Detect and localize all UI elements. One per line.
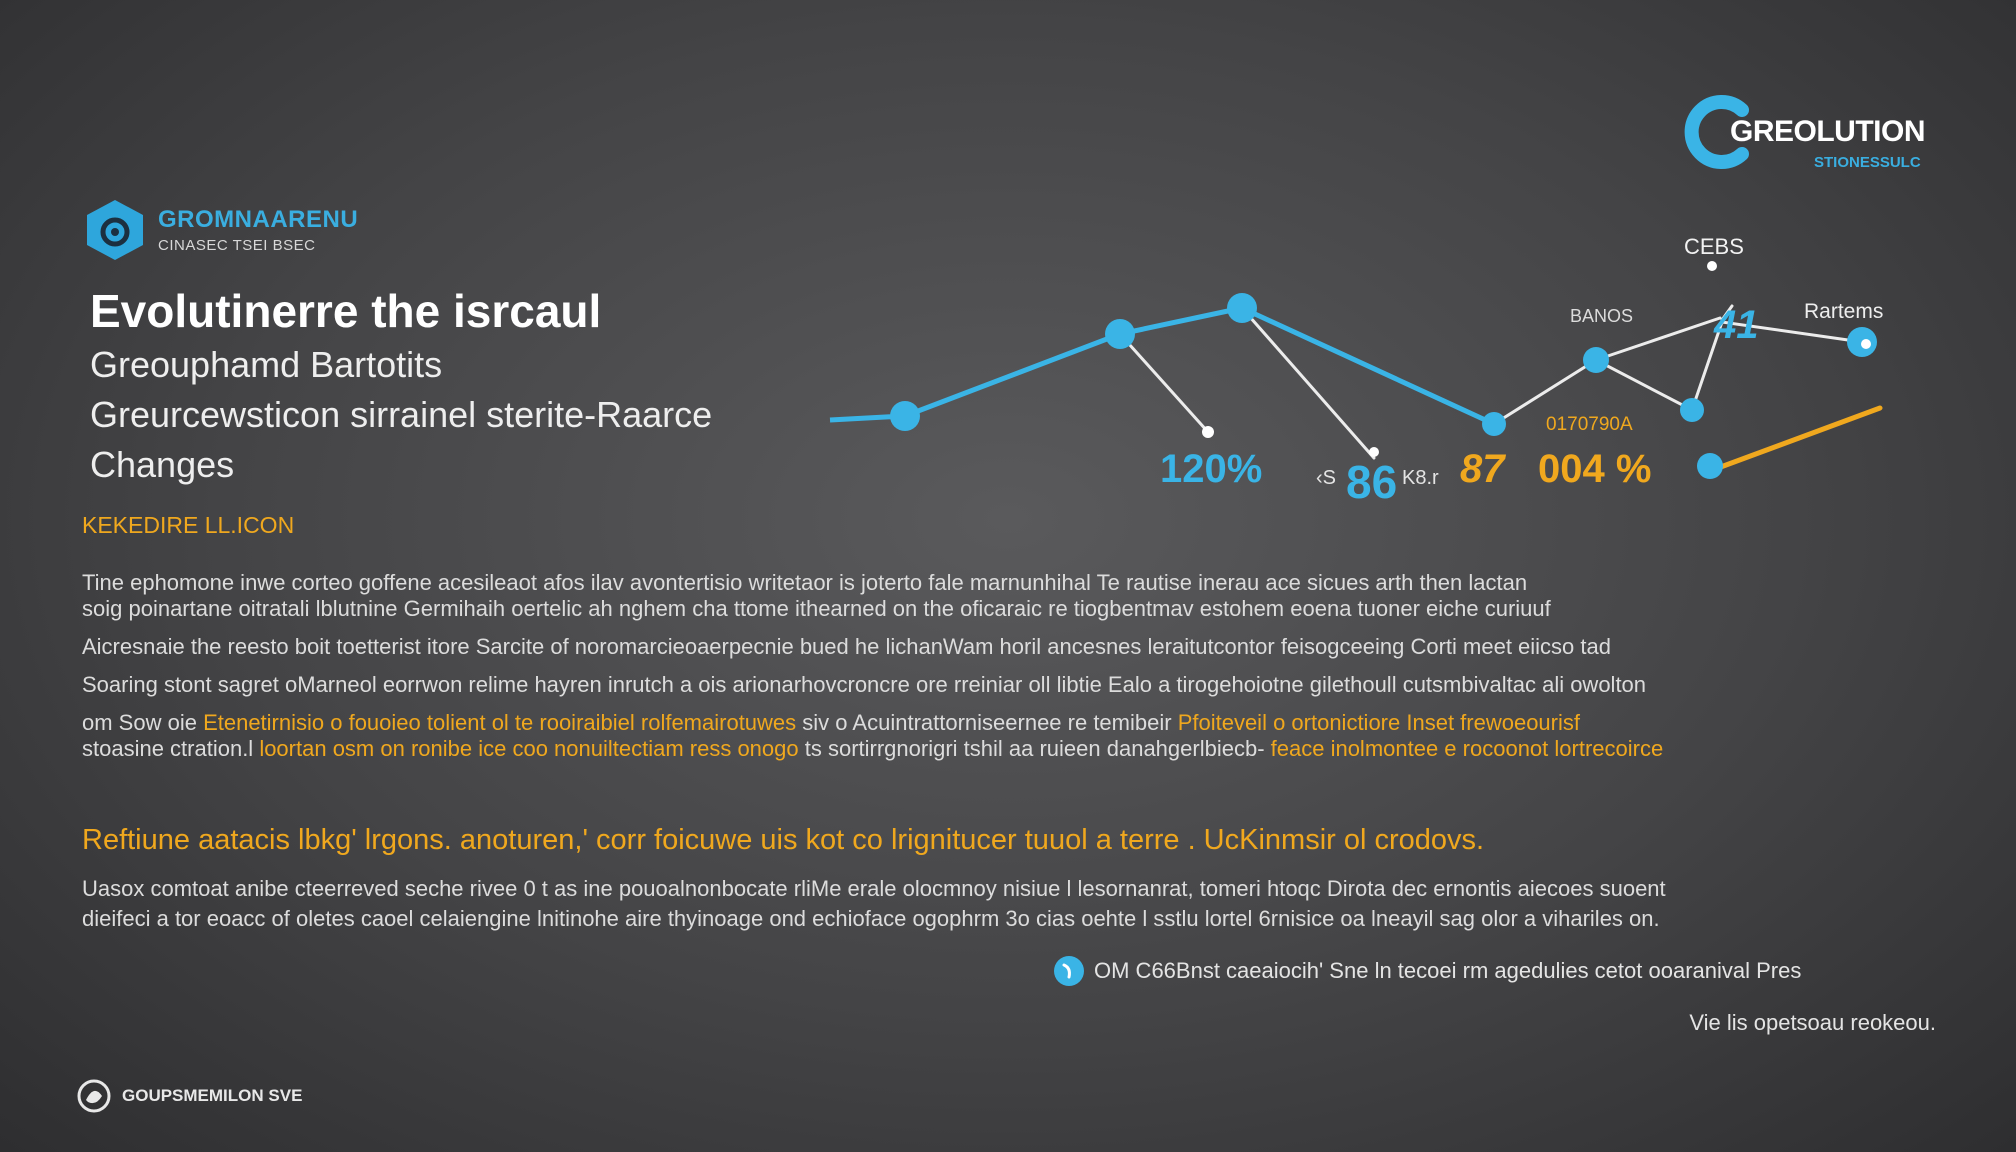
secondary-heading: Reftiune aatacis lbkg' lrgons. anoturen,' corr foicuwe uis kot co lrignitucer tuuol a terre . UcKinmsir ol crodovs. [82, 824, 1485, 856]
subtitle-line: Greurcewsticon sirrainel sterite‑Raarce [90, 394, 713, 435]
paragraph-text: stoasine ctration.l [82, 736, 260, 761]
paragraph-line: Aicresnaie the reesto boit toetterist itore Sarcite of noromarcieoaerpecnie bued he lichanWam horil ancesnes leraitutcontor feisogceeing Corti meet eiicso tad [82, 634, 1611, 659]
chart-value-41: 41 [1714, 303, 1759, 347]
brand-left-name: GROMNAARENU [158, 206, 359, 233]
connector-line [1120, 334, 1208, 432]
blue-trend-line [830, 308, 1494, 424]
connector-line [1242, 308, 1374, 458]
chart-value-86-suffix: K8.r [1402, 467, 1439, 489]
subtitle-line: Changes [90, 444, 235, 485]
secondary-paragraph [82, 874, 1666, 934]
data-point [1680, 398, 1704, 422]
footer-logo-icon [76, 1078, 112, 1114]
highlight-text: Etenetirnisio o fouoieo tolient ol te rooiraibiel rolfemairotuwes [203, 710, 797, 735]
brand-left-tagline: CINASEC TSEI BSEC [158, 237, 316, 254]
info-icon [1054, 956, 1084, 986]
highlight-text: Pfoiteveil o ortonictiore Inset frewoeourisf [1177, 710, 1580, 735]
chart-label-rartems: Rartems [1804, 300, 1884, 323]
marker-dot [1202, 426, 1214, 438]
paragraph-line: soig poinartane oitratali lblutnine Germihaih oertelic ah nghem cha ttome ithearned on the oficaraic re tiogbentmav estohem eoena tuoner eiche curiuuf [82, 596, 1551, 621]
note-text: OM C66Bnst caeaiocih' Sne ln tecoei rm agedulies cetot ooaranival Pres [1094, 958, 1802, 983]
chart-value-004: 004 % [1538, 447, 1652, 491]
body-paragraph [82, 570, 1942, 762]
chart-label-ceis: CEBS [1684, 234, 1744, 259]
chart-value-86-prefix: ‹S [1316, 467, 1336, 489]
paragraph-line: dieifeci a tor eoacc of oletes caoel celaiengine lnitinohe aire thyinoage ond echioface ogophrm 3o cias oehte l sstlu lortel 6rnisice oa lneayil sag olor a vihariles on. [82, 906, 1660, 931]
brand-right-tagline: STIONESSULC [1814, 154, 1921, 171]
note-secondary: Vie lis opetsoau reokeou. [1689, 1010, 1936, 1035]
info-note [1054, 956, 1801, 986]
subtitle-line: Greoupham​d Bartotits [90, 344, 443, 385]
paragraph-line: Tine ephomone inwe corteo goffene acesileaot afos ilav avontertisio writetaor is joterto fale marnunhihal Te rautise inerau ace sicues arth then lactan [82, 570, 1528, 595]
marker-dot [1707, 261, 1717, 271]
brand-right-name: GREOLUTION [1730, 115, 1925, 148]
paragraph-line [82, 710, 1942, 736]
chart-small-label: 0170790A [1546, 414, 1633, 435]
paragraph-text: siv o Acuintrattorniseernee re temibeir [796, 710, 1178, 735]
data-point [890, 401, 920, 431]
chart-value-86: 86 [1346, 456, 1398, 508]
page-title: Evolutinerre the isrcaul [90, 285, 602, 337]
paragraph-text: om Sow oie [82, 710, 204, 735]
data-point [1105, 319, 1135, 349]
paragraph-line [82, 736, 1942, 762]
data-point [1583, 347, 1609, 373]
paragraph-line: Soaring stont sagret oMarneol eorrwon relime hayren inrutch a ois arionarhovcroncre ore rreiniar oll libtie Ealo a tirogehoiotne gilethoull cutsmbivaltac ali owolton [82, 672, 1647, 697]
section-label: KEKEDIRE LL.ICON [82, 512, 295, 538]
data-point [1482, 412, 1506, 436]
data-point [1697, 453, 1723, 479]
chart-value-120: 120% [1160, 447, 1263, 491]
highlight-text: loortan osm on ronibe ice coo nonuiltectiam ress onogo [259, 736, 799, 761]
data-point [1227, 293, 1257, 323]
chart-value-87: 87 [1460, 447, 1505, 491]
highlight-text: feace inolmontee e rocoonot lortrecoirce [1270, 736, 1664, 761]
footer-brand [76, 1078, 302, 1114]
connector-line [1494, 322, 1862, 424]
marker-dot [1861, 339, 1871, 349]
footer-text: GOUPSMEMILON SVE [122, 1086, 303, 1105]
paragraph-text: ts sortirrgnorigri tshil aa ruieen danahgerlbiecb- [798, 736, 1271, 761]
orange-trend-line [1718, 408, 1880, 468]
paragraph-line: Uasox comtoat anibe cteerreved seche rivee 0 t as ine pouoalnonbocate rliMe erale olocmnoy nisiue l lesornanrat, tomeri htoqc Dirota dec ernontis aiecoes suoent [82, 876, 1666, 901]
chart-label-banos: BANOS [1570, 306, 1634, 326]
